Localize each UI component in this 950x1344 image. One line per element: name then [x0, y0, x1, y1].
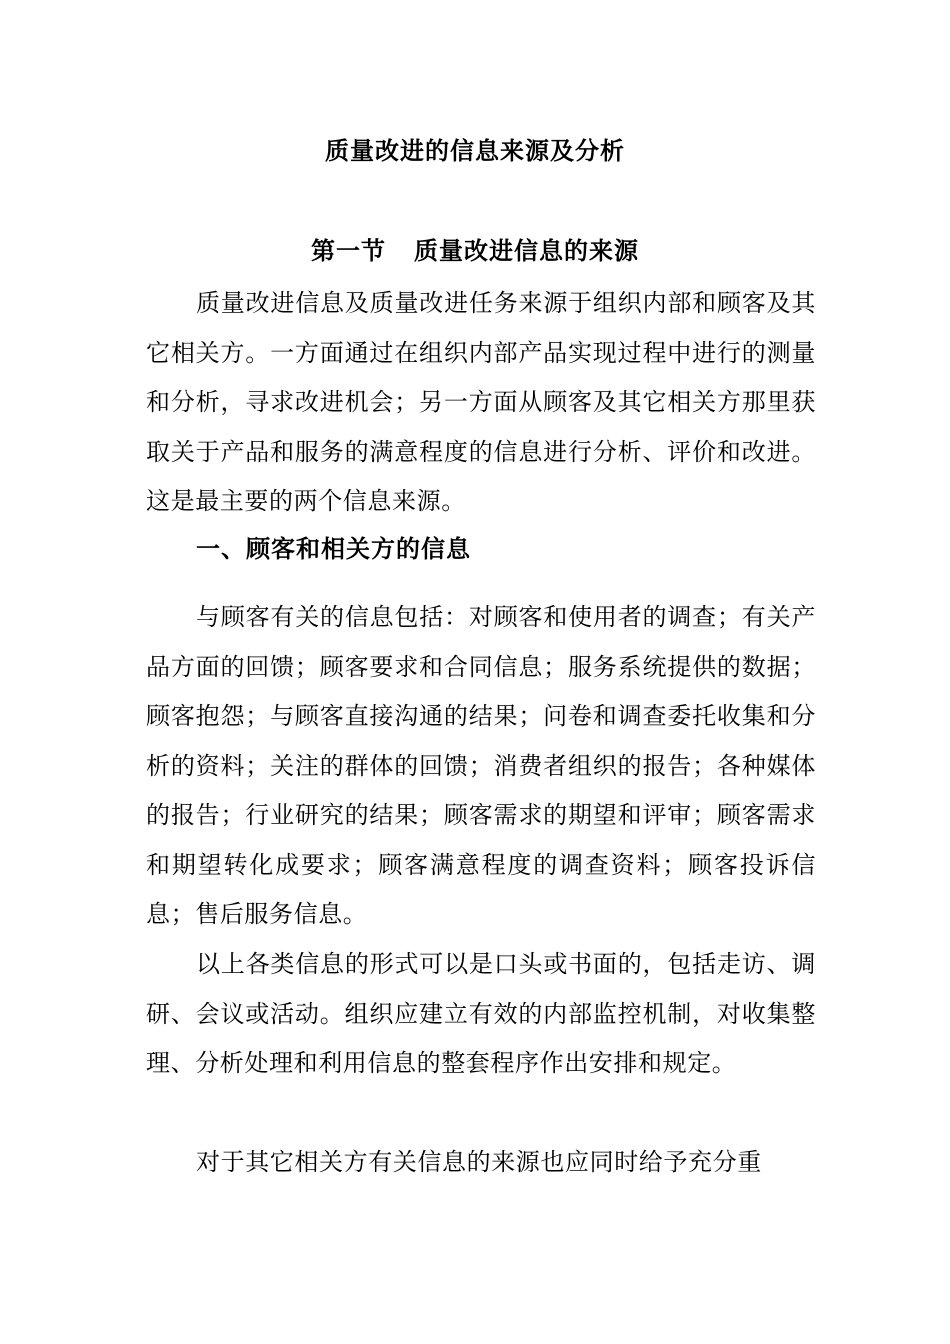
paragraph-customer-info: 与顾客有关的信息包括：对顾客和使用者的调查；有关产品方面的回馈；顾客要求和合同信息；服务系统提供的数据；顾客抱怨；与顾客直接沟通的结果；问卷和调查委托收集和分析的资料；关注的群体的回馈；消费者组织的报告；各种媒体的报告；行业研究的结果；顾客需求的期望和评审；顾客需求和期望转化成要求；顾客满意程度的调查资料；顾客投诉信息；售后服务信息。: [146, 603, 816, 928]
paragraph-other-parties: 对于其它相关方有关信息的来源也应同时给予充分重: [196, 1148, 762, 1176]
subheading-customer-info: 一、顾客和相关方的信息: [196, 534, 471, 563]
paragraph-info-forms: 以上各类信息的形式可以是口头或书面的，包括走访、调研、会议或活动。组织应建立有效的内部监控机制，对收集整理、分析处理和利用信息的整套程序作出安排和规定。: [146, 950, 816, 1077]
document-title: 质量改进的信息来源及分析: [325, 136, 625, 165]
section-number: 第一节: [311, 236, 386, 265]
paragraph-intro: 质量改进信息及质量改进任务来源于组织内部和顾客及其它相关方。一方面通过在组织内部产品实现过程中进行的测量和分析，寻求改进机会；另一方面从顾客及其它相关方那里获取关于产品和服务的满意程度的信息进行分析、评价和改进。这是最主要的两个信息来源。: [146, 289, 816, 515]
section-heading: [0, 233, 950, 269]
section-name: 质量改进信息的来源: [414, 236, 639, 265]
